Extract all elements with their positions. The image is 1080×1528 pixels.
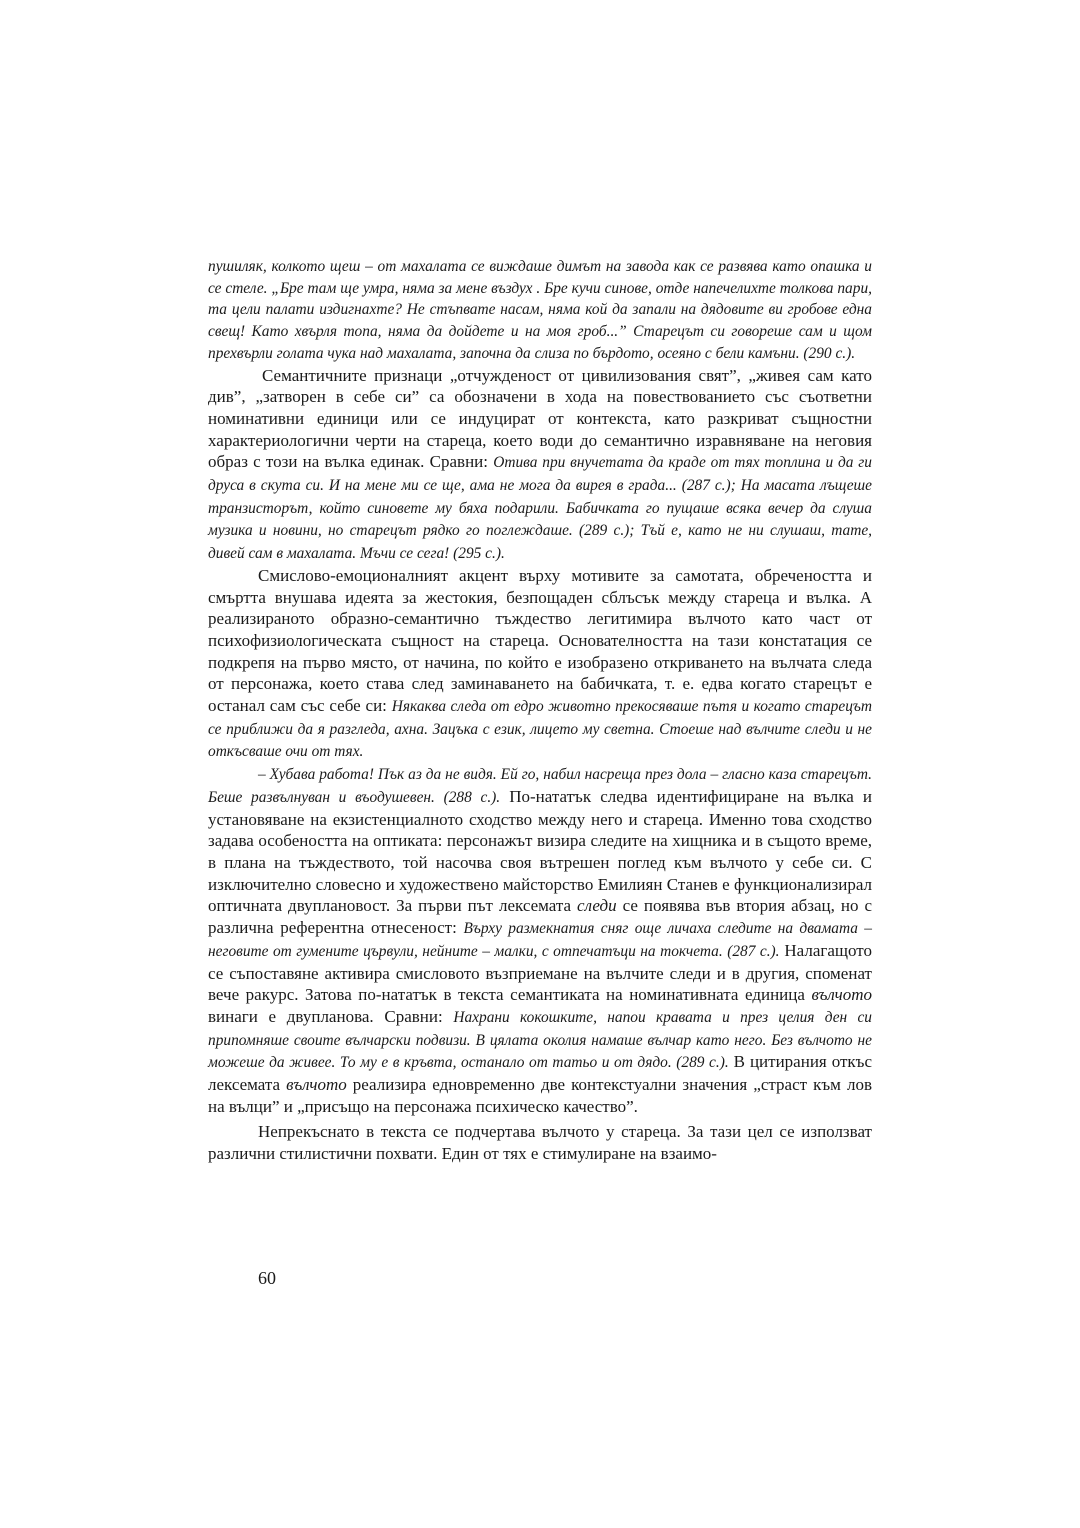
paragraph-3-text-d: винаги е двупланова. Сравни: — [208, 1006, 454, 1026]
paragraph-2-text: Смислово-емоционалният акцент върху мотивите за самотата, обречеността и смъртта внушава идеята за жестокия, безпощаден сблъсък между стареца и вълка. А реализираното образно-семантично тъждество легитимира вълчото като част от психофизиологическата същност на стареца. Основателността на тази констатация се подкрепя на първо място, от начина, по който е изобразено откриването на вълчата следа от персонажа, което става след заминаването на бабичката, т. е. едва когато старецът е останал сам със себе си: — [208, 565, 872, 716]
paragraph-2 — [208, 565, 872, 763]
paragraph-3-text-c: Налагащото се съпоставяне активира смисловото възприемане на вълчите следи и в другия, споменат вече ракурс. Затова по-нататък в текста семантиката на номинативната единица — [208, 940, 872, 1005]
paragraph-3 — [208, 763, 872, 1117]
paragraph-1 — [208, 365, 872, 565]
paragraph-3-text-a: По-нататък следва идентифициране на вълка и установяване на екзистенциалното сходство между него и стареца. Именно това сходство задава особеността на оптиката: персонажът визира следите на хищника и в същото време, в плана на тъждеството, той насочва своя вътрешен поглед към вълчото у себе си. С изключително словесно и художествено майсторство Емилиян Станев е функционализирал оптичната двуплановост. За първи път лексемата — [208, 786, 872, 916]
paragraph-3-text-f: реализира едновременно две контекстуални значения „страст към лов на вълци” и „присъщо на персонажа психическо качество”. — [208, 1075, 872, 1116]
paragraph-1-text: Семантичните признаци „отчужденост от цивилизования свят”, „живея сам като див”, „затворен в себе си” са обозначени в хода на повествованието със съответни номинативни единици или се индуцират от контекста, като разкриват същностни характериологични черти на стареца, което води до семантично изравняване на неговия образ с този на вълка единак. Сравни: — [208, 365, 872, 472]
paragraph-3-text-b: се появява във втория абзац, но с различна референтна отнесеност: — [208, 896, 872, 938]
paragraph-4: Непрекъснато в текста се подчертава вълчото у стареца. За тази цел се използват различни стилистични похвати. Един от тях е стимулиране на взаимо- — [208, 1122, 872, 1164]
italic-term-valchoto: вълчото — [811, 985, 872, 1005]
paragraph-1-quote: Отива при внучетата да краде от тях топлина и да ги друса в скута си. И на мене ми се ще, ама не мога да вирея в града... (287 с.); На масата лъщеше транзисторът, който синовете му бяха подарили. Бабичката го пущаше всяка вечер да слуша музика и новини, но старецът рядко го поглеждаше. (289 с.); Тъй е, като не ни слушаш, тате, дивей сам в махалата. Мъчи се сега! (295 с.). — [208, 454, 872, 563]
italic-term-sledi: следи — [577, 896, 617, 916]
paragraph-2-quote: Някаква следа от едро животно прекосяваше пътя и когато старецът се приближи да я разгледа, ахна. Зацъка с език, лицето му светна. Стоеше над вълчите следи и не откъсваше очи от тях. — [208, 698, 873, 761]
page-number: 60 — [258, 1268, 276, 1288]
paragraph-3-quote-b: Върху размекнатия сняг още личаха следите на двамата – неговите от гумените цървули, нейните – малки, с отпечатъци на токчета. (287 с.). — [208, 920, 872, 960]
paragraph-3-quote-c: Нахрани кокошките, напои кравата и през целия ден си припомняше своите вълчарски подвизи. В цялата околия намаше вълчар като него. Без вълчото не можеше да живее. То му е в кръвта, останало от татьо и от дядо. (289 с.). — [208, 1008, 872, 1072]
body-text — [208, 256, 872, 1165]
opening-quote: пушиляк, колкото щеш – от махалата се виждаше димът на завода как се развява като опашка и се стеле. „Бре там ще умра, няма за мене въздух . Бре кучи синове, отде напечелихте толкова пари, та цели палати издигнахте? Не стъпвате насам, няма кой да запали на дядовите ви гробове една свещ! Като хвърля топа, няма да дойдете и на моя гроб...” Старецът си говореше сам и щом прехвърли голата чука над махалата, започна да слиза по бърдото, осеяно с бели камъни. (290 с.). — [208, 258, 872, 362]
dialogue-quote: – Хубава работа! Пък аз да не видя. Ей го, набил насреща през дола – гласно каза старецът. Беше развълнуван и въодушевен. (288 с.). — [208, 766, 872, 806]
paragraph-3-text-e: В цитирания откъс лексемата — [208, 1052, 873, 1095]
italic-term-valchoto-2: вълчото — [286, 1075, 347, 1095]
